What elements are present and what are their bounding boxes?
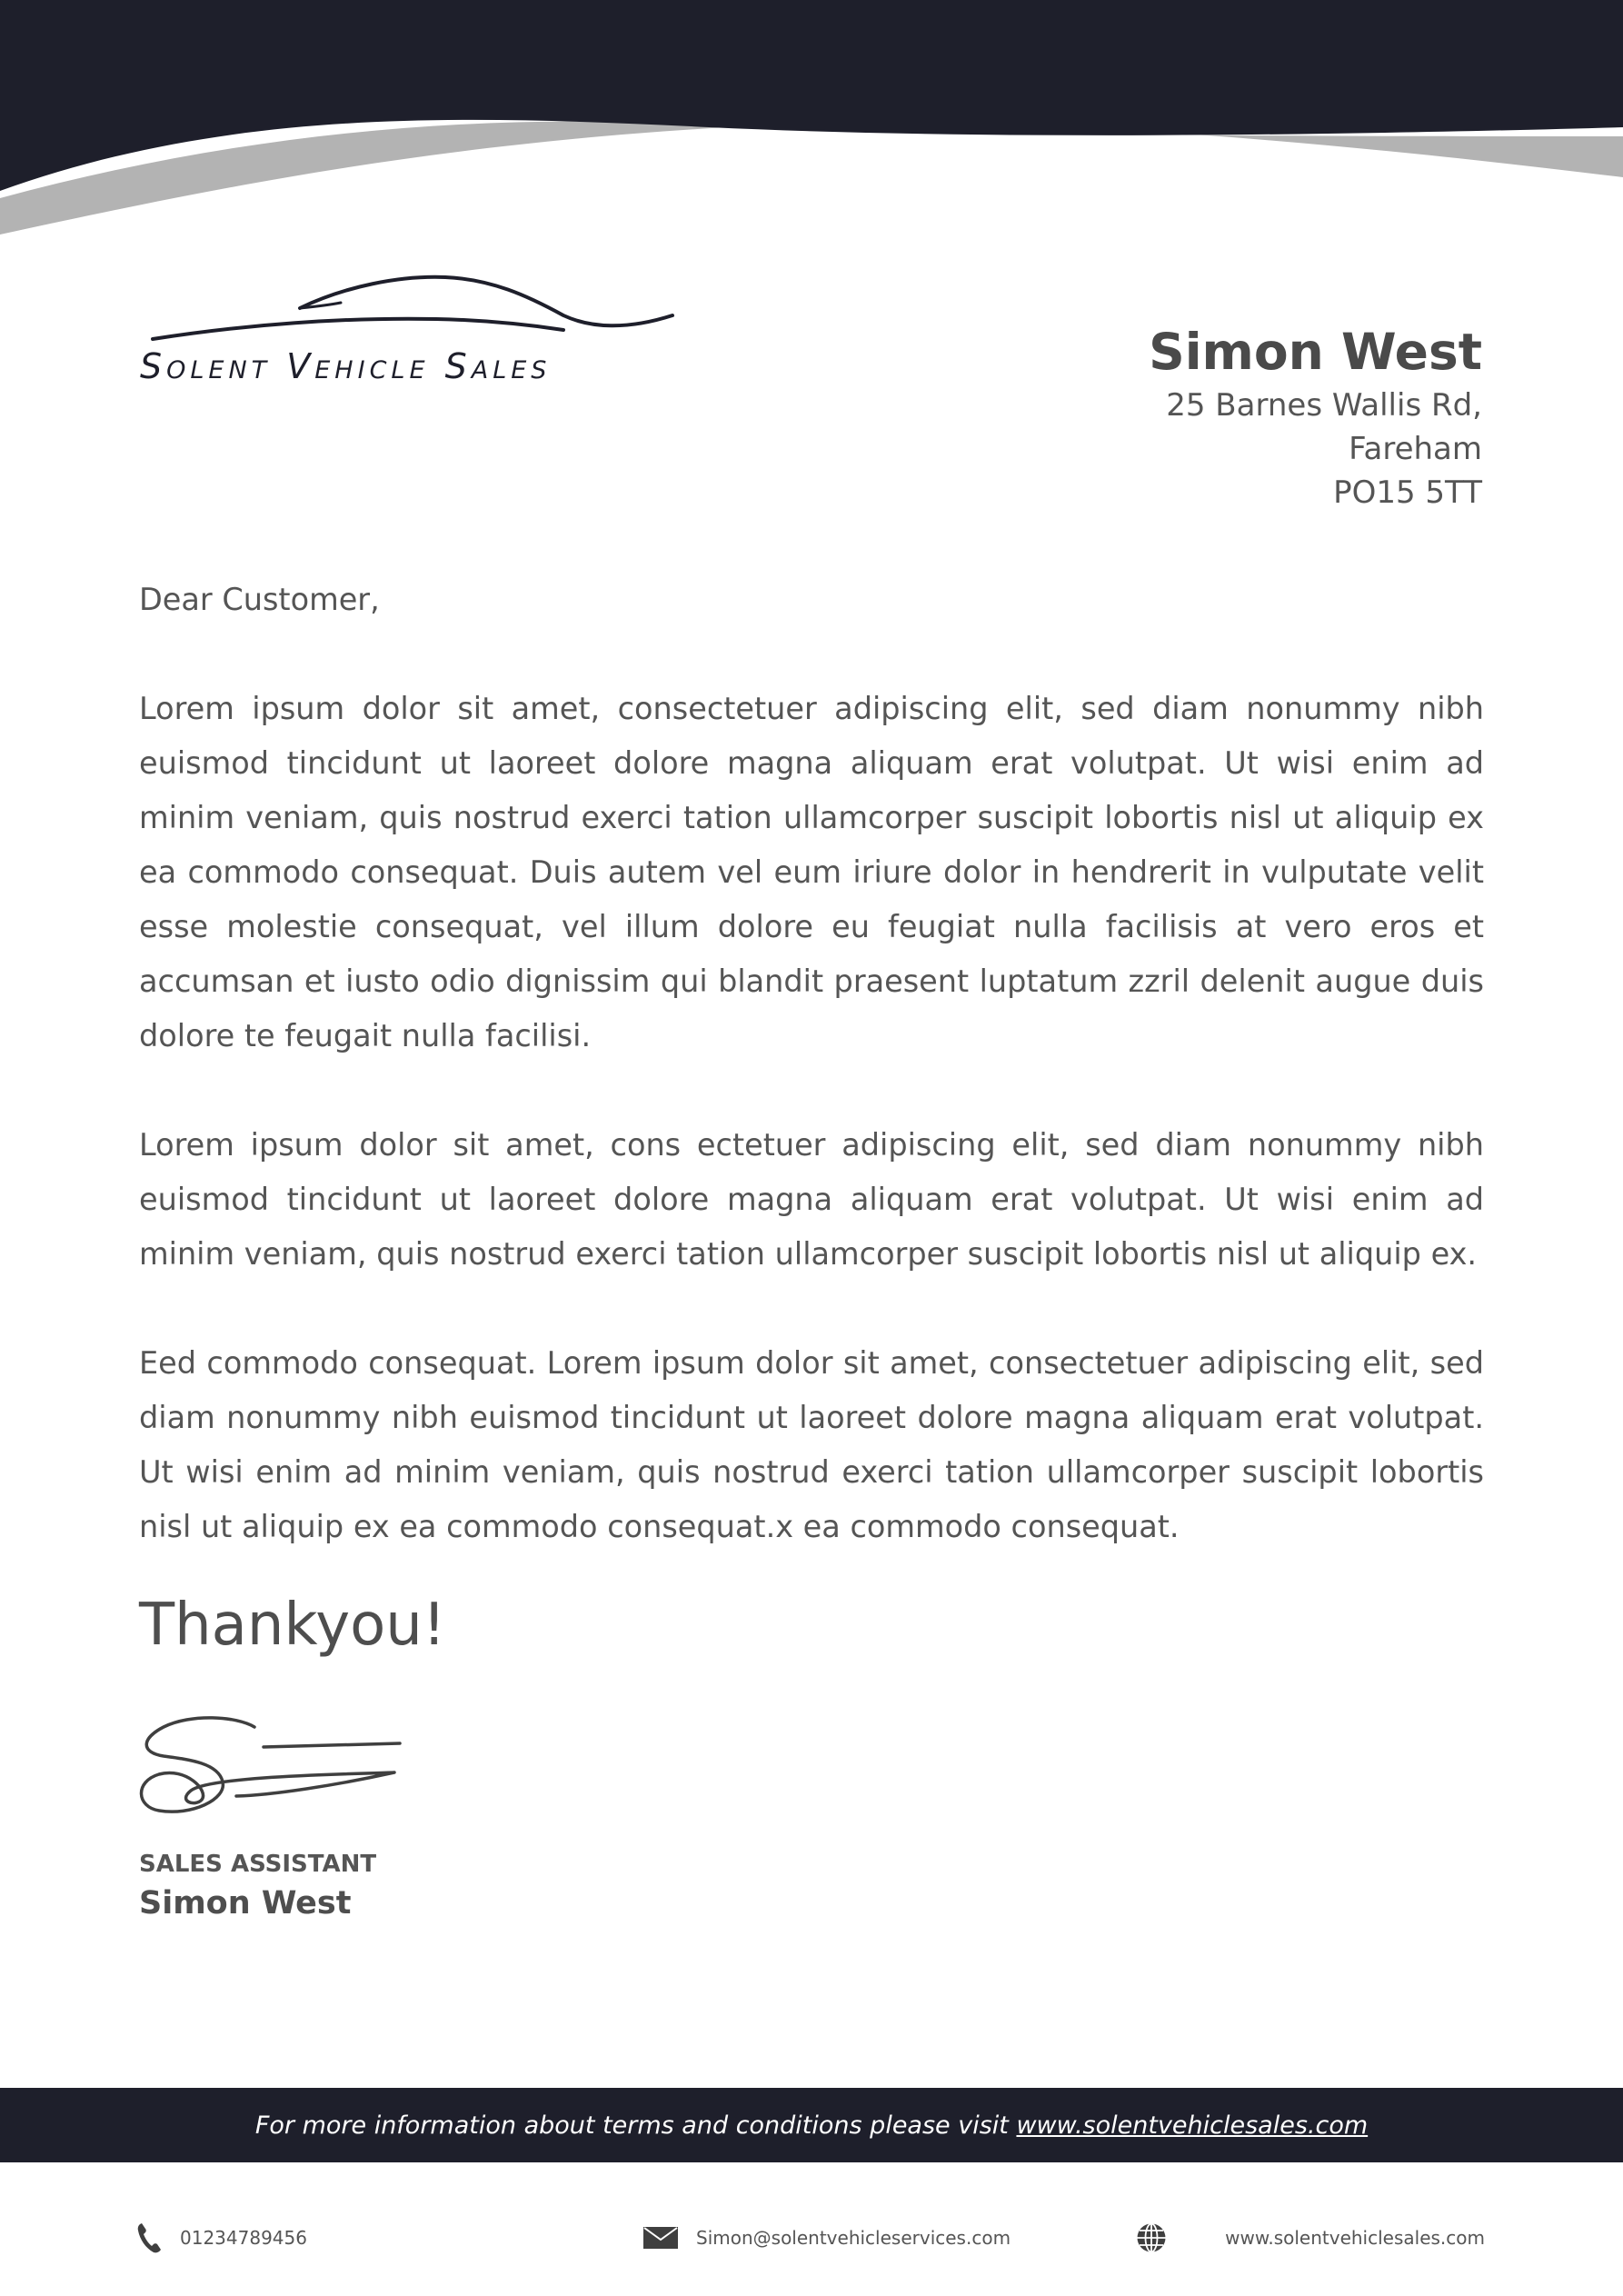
address-line-3: PO15 5TT — [1333, 474, 1482, 511]
signatory-role: SALES ASSISTANT — [139, 1851, 377, 1878]
sender-block — [1149, 320, 1482, 514]
phone-contact — [136, 2220, 307, 2256]
header-wave — [0, 0, 1623, 245]
closing: Thankyou! — [139, 1592, 446, 1659]
signatory-name: Simon West — [139, 1885, 352, 1922]
phone-number: 01234789456 — [180, 2227, 307, 2249]
company-logo — [136, 268, 682, 404]
mail-icon — [643, 2227, 678, 2249]
signature-image — [136, 1709, 409, 1836]
phone-icon — [136, 2221, 162, 2254]
footer-band — [0, 2088, 1623, 2162]
globe-icon — [1136, 2222, 1167, 2253]
terms-link[interactable]: www.solentvehiclesales.com — [1016, 2111, 1369, 2140]
paragraph-2: Lorem ipsum dolor sit amet, cons ectetuer adipiscing elit, sed diam nonummy nibh euismod tincidunt ut laoreet dolore magna aliquam erat volutpat. Ut wisi enim ad minim veniam, quis nostrud exerci tation ullamcorper suscipit lobortis nisl ut aliquip ex. — [139, 1127, 1484, 1272]
address-line-2: Fareham — [1349, 431, 1482, 467]
brand-name: Solent Vehicle Sales — [140, 346, 552, 386]
website-url[interactable]: www.solentvehiclesales.com — [1225, 2227, 1485, 2249]
greeting: Dear Customer, — [139, 582, 380, 617]
footer-info — [255, 2111, 1368, 2140]
letter-body — [139, 573, 1484, 1609]
paragraph-3: Eed commodo consequat. Lorem ipsum dolor sit amet, consectetuer adipiscing elit, sed diam nonummy nibh euismod tincidunt ut laoreet dolore magna aliquam erat volutpat. Ut wisi enim ad minim veniam, quis nostrud exerci tation ullamcorper suscipit lobortis nisl ut aliquip ex ea commodo consequat.x ea commodo consequat. — [139, 1345, 1484, 1544]
car-silhouette-logo-icon — [136, 268, 682, 341]
email-contact — [643, 2220, 1011, 2256]
sender-name: Simon West — [1149, 323, 1482, 381]
address-line-1: 25 Barnes Wallis Rd, — [1166, 387, 1482, 424]
email-address[interactable]: Simon@solentvehicleservices.com — [696, 2227, 1011, 2249]
website-contact — [1136, 2220, 1485, 2256]
footer-info-text: For more information about terms and conditions please visit — [254, 2111, 1017, 2140]
paragraph-1: Lorem ipsum dolor sit amet, consectetuer adipiscing elit, sed diam nonummy nibh euismod tincidunt ut laoreet dolore magna aliquam erat volutpat. Ut wisi enim ad minim veniam, quis nostrud exerci tation ullamcorper suscipit lobortis nisl ut aliquip ex ea commodo consequat. Duis autem vel eum iriure dolor in hendrerit in vulputate velit esse molestie consequat, vel illum dolore eu feugiat nulla facilisis at vero eros et accumsan et iusto odio dignissim qui blandit praesent luptatum zzril delenit augue duis dolore te feugait nulla facilisi. — [139, 691, 1484, 1053]
